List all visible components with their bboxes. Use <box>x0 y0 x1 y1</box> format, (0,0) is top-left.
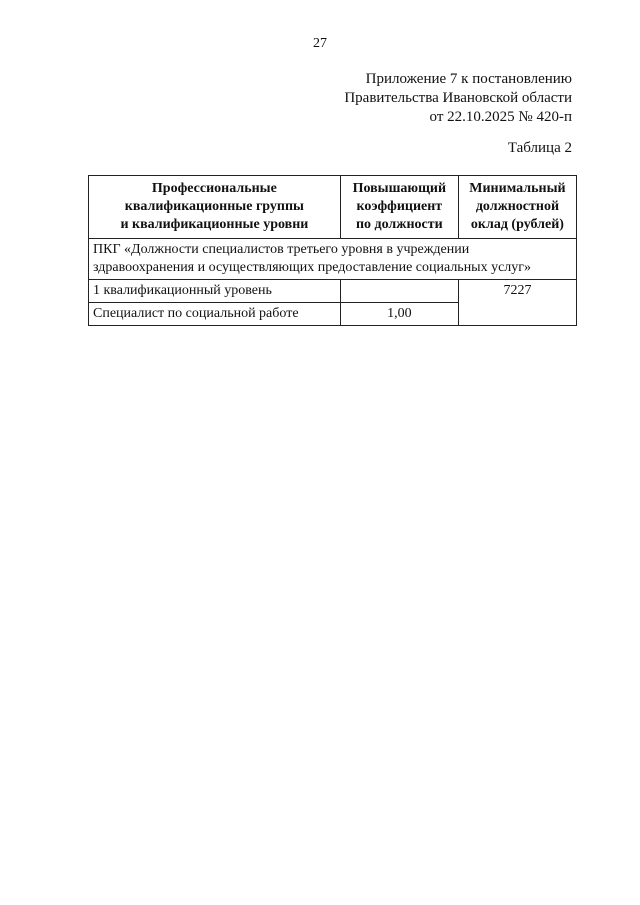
min-salary-cell: 7227 <box>458 280 576 326</box>
table-row-level <box>89 280 577 303</box>
header-col2-line1: Повышающий <box>352 181 447 196</box>
position-name-cell: Специалист по социальной работе <box>89 303 341 326</box>
header-coefficient <box>340 176 458 239</box>
header-col1-line1: Профессиональные <box>151 181 277 196</box>
level-coefficient-cell <box>340 280 458 303</box>
header-min-salary <box>458 176 576 239</box>
group-row <box>89 239 577 280</box>
appendix-line-2: Правительства Ивановской области <box>344 90 572 106</box>
level-name-cell: 1 квалификационный уровень <box>89 280 341 303</box>
qualification-table <box>88 175 577 326</box>
group-title-cell <box>89 239 577 280</box>
appendix-line-1: Приложение 7 к постановлению <box>365 71 572 87</box>
position-coefficient-cell: 1,00 <box>340 303 458 326</box>
appendix-header <box>344 70 572 127</box>
header-col1-line3: и квалификационные уровни <box>120 217 309 232</box>
group-title-line1: ПКГ «Должности специалистов третьего уровня в учреждении <box>93 242 470 257</box>
header-col2-line3: по должности <box>355 217 443 232</box>
page-number: 27 <box>313 36 327 51</box>
group-title-line2: здравоохранения и осуществляющих предоставление социальных услуг» <box>93 260 532 275</box>
table-header-row <box>89 176 577 239</box>
header-col2-line2: коэффициент <box>356 199 443 214</box>
header-col3-line1: Минимальный <box>469 181 566 196</box>
header-qualification-groups <box>89 176 341 239</box>
table-label: Таблица 2 <box>507 140 572 156</box>
header-col3-line3: оклад (рублей) <box>470 217 564 232</box>
header-col3-line2: должностной <box>475 199 560 214</box>
header-col1-line2: квалификационные группы <box>124 199 304 214</box>
appendix-line-3: от 22.10.2025 № 420-п <box>429 109 572 125</box>
